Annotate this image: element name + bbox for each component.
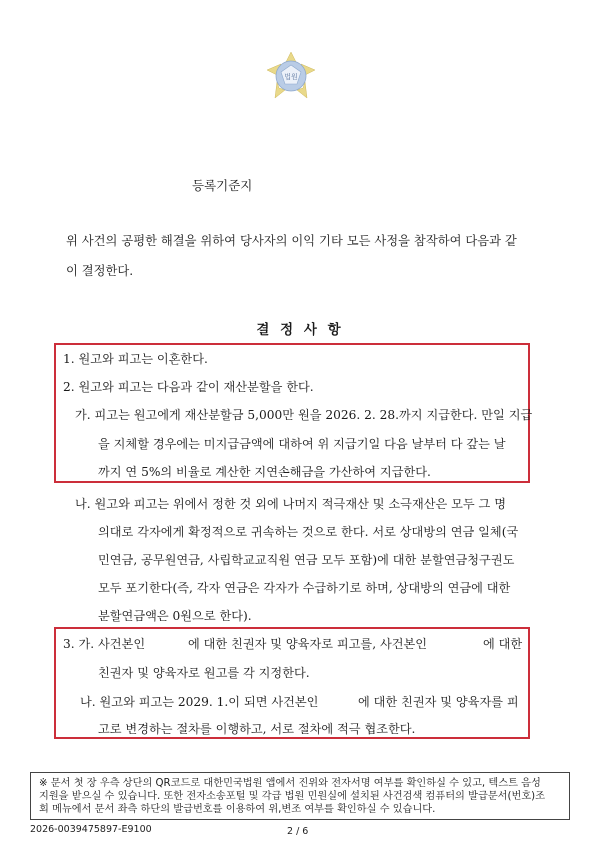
item3-na-line-1a: 나. 원고와 피고는 2029. 1.이 되면 사건본인	[80, 695, 319, 709]
footer-notice-line-3: 회 메뉴에서 문서 좌측 하단의 발급번호를 이용하여 위,변조 여부를 확인하실 수 있습니다.	[39, 804, 436, 815]
decision-title: 결 정 사 항	[256, 322, 344, 338]
footer-notice-line-2: 지원을 받으실 수 있습니다. 또한 전자소송포털 및 각급 법원 민원실에 설치된 사건검색 컴퓨터의 발급문서(번호)조	[39, 791, 545, 802]
item2-ga-line-2: 을 지체할 경우에는 미지급금액에 대하여 위 지급기일 다음 날부터 다 갚는 날	[98, 437, 506, 451]
document-number: 2026-0039475897-E9100	[30, 824, 152, 835]
item3-ga-line-1a: 3. 가. 사건본인	[63, 637, 146, 651]
item3-na-line-1b: 에 대한 친권자 및 양육자를 피	[358, 695, 519, 709]
emblem-text: 법원	[284, 73, 298, 81]
item2-na-line-5: 분할연금액은 0원으로 한다).	[98, 609, 252, 623]
item2-ga-line-3: 까지 연 5%의 비율로 계산한 지연손해금을 가산하여 지급한다.	[98, 465, 431, 479]
court-emblem-logo	[265, 50, 317, 102]
item2-na-line-4: 모두 포기한다(즉, 각자 연금은 각자가 수급하기로 하며, 상대방의 연금에 대한	[98, 581, 511, 595]
item3-na-line-2: 고로 변경하는 절차를 이행하고, 서로 절차에 적극 협조한다.	[98, 722, 416, 736]
item2-ga-line-1: 가. 피고는 원고에게 재산분할금 5,000만 원을 2026. 2. 28.까지 지급한다. 만일 지급	[75, 408, 533, 422]
footer-notice-box	[30, 772, 570, 820]
item3-ga-line-2: 친권자 및 양육자로 원고를 각 지정한다.	[98, 666, 310, 680]
intro-line-1: 위 사건의 공평한 해결을 위하여 당사자의 이익 기타 모든 사정을 참작하여 다음과 같	[66, 234, 517, 248]
item3-ga-line-1c: 에 대한	[483, 637, 523, 651]
item3-ga-line-1b: 에 대한 친권자 및 양육자로 피고를, 사건본인	[188, 637, 428, 651]
intro-line-2: 이 결정한다.	[66, 264, 134, 278]
decision-item-2: 2. 원고와 피고는 다음과 같이 재산분할을 한다.	[63, 380, 314, 394]
item2-na-line-1: 나. 원고와 피고는 위에서 정한 것 외에 나머지 적극재산 및 소극재산은 모두 그 명	[75, 497, 506, 511]
item2-na-line-3: 민연금, 공무원연금, 사립학교교직원 연금 모두 포함)에 대한 분할연금청구권도	[98, 553, 515, 567]
footer-notice-line-1: ※ 문서 첫 장 우측 상단의 QR코드로 대한민국법원 앱에서 진위와 전자서명 여부를 확인하실 수 있고, 텍스트 음성	[39, 778, 541, 789]
item2-na-line-2: 의대로 각자에게 확정적으로 귀속하는 것으로 한다. 서로 상대방의 연금 일체(국	[98, 525, 519, 539]
decision-item-1: 1. 원고와 피고는 이혼한다.	[63, 352, 208, 366]
registration-label: 등록기준지	[192, 178, 253, 193]
page-number: 2 / 6	[287, 826, 309, 837]
